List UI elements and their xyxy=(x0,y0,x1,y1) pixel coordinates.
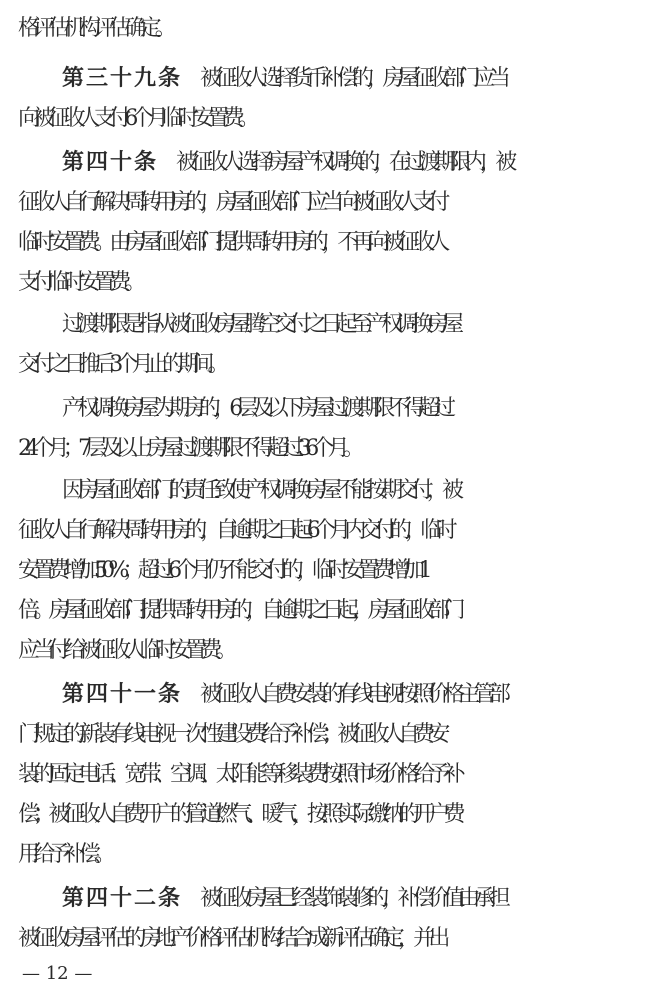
article-41-heading: 第四十一条 xyxy=(62,682,183,707)
text-line: 倍。房屋征收部门提供周转用房的，自逾期之日起，房屋征收部门 xyxy=(18,598,459,623)
text-line: 应当付给被征收人临时安置费。 xyxy=(18,638,231,663)
text-line: 偿；被征收人自费开户的管道燃气、暖气，按照实际缴纳的开户费 xyxy=(18,802,459,827)
text-line: 过渡期限是指从被征收房屋腾空交付之日起至产权调换房屋 xyxy=(62,312,458,337)
text-line: 向被征收人支付6个月临时安置费。 xyxy=(18,106,254,131)
text-line: 用给予补偿。 xyxy=(18,842,110,867)
text-line: 临时安置费。由房屋征收部门提供周转用房的，不再向被征收人 xyxy=(18,230,444,255)
text-line: 门规定的新装有线电视一次性建设费给予补偿；被征收人自费安 xyxy=(18,722,444,747)
text-line: 征收人自行解决周转用房的，房屋征收部门应当向被征收人支付 xyxy=(18,190,444,215)
article-41-first-line: 第四十一条 被征收人自费安装的有线电视按照价格主管部 xyxy=(62,682,505,707)
page-number: — 12 — xyxy=(22,963,93,984)
text-line: 产权调换房屋为期房的，6层及以下房屋过渡期限不得超过 xyxy=(62,396,450,421)
article-40-first-line: 第四十条 被征收人选择房屋产权调换的，在过渡期限内，被 xyxy=(62,150,511,175)
article-42-heading: 第四十二条 xyxy=(62,886,183,911)
article-39-heading: 第三十九条 xyxy=(62,66,183,91)
article-42-first-line: 第四十二条 被征收房屋已经装饰装修的，补偿价值由承担 xyxy=(62,886,505,911)
text-line: 因房屋征收部门的责任致使产权调换房屋不能按期交付，被 xyxy=(62,478,458,503)
text-line: 格评估机构评估确定。 xyxy=(18,16,171,41)
text-line: 装的固定电话、宽带、空调、太阳能等移装费按照市场价格给予补 xyxy=(18,762,459,787)
article-39-first-line: 第三十九条 被征收人选择货币补偿的，房屋征收部门应当 xyxy=(62,66,505,91)
text-line: 支付临时安置费。 xyxy=(18,270,140,295)
text-line: 交付之日推后3个月止的期间。 xyxy=(18,352,223,377)
text-line: 被征收房屋评估的房地产价格评估机构结合成新评估确定，并出 xyxy=(18,926,444,951)
text-line: 征收人自行解决周转用房的，自逾期之日起6个月内交付的，临时 xyxy=(18,518,451,543)
text-line: 24个月；7层及以上房屋过渡期限不得超过36个月。 xyxy=(18,436,358,461)
article-40-heading: 第四十条 xyxy=(62,150,159,175)
text-line: 安置费增加50%；超过6个月仍不能交付的，临时安置费增加1 xyxy=(18,558,426,583)
